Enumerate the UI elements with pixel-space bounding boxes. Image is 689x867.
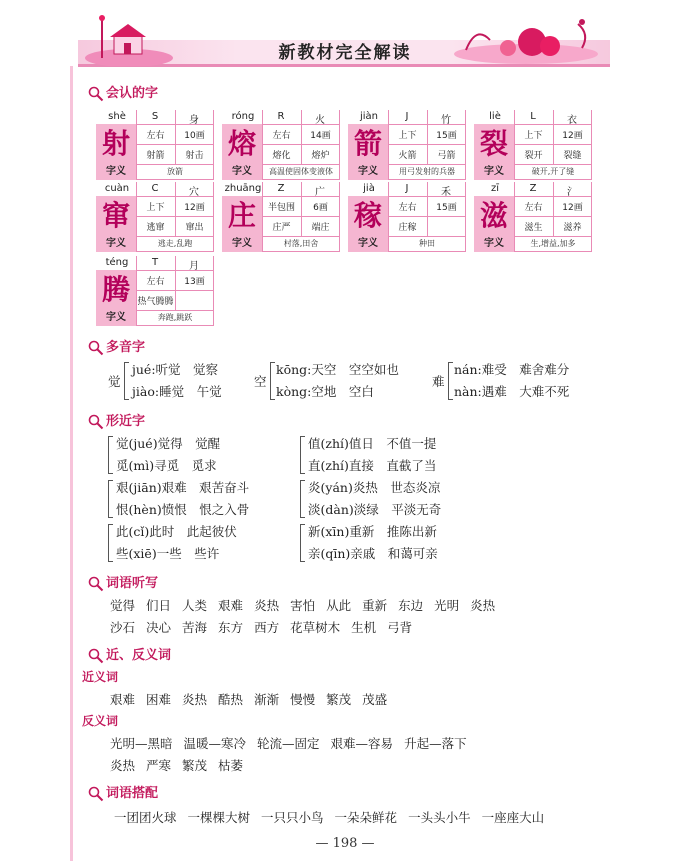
structure: 左右: [398, 203, 417, 213]
capital-letter: R: [277, 111, 285, 122]
structure: 左右: [272, 131, 291, 141]
word: 们日: [146, 598, 172, 613]
xingjin-item: 淡(dàn)淡绿 平淡无奇: [308, 502, 442, 517]
word: 炎热: [110, 758, 136, 773]
word: 茂盛: [362, 692, 388, 707]
word: 苦海: [182, 620, 208, 635]
radical: 广: [315, 187, 325, 198]
character: 庄: [222, 196, 262, 236]
word: 渐渐: [254, 692, 280, 707]
capital-letter: L: [530, 111, 536, 122]
character-card: [222, 182, 340, 252]
word: 困难: [146, 692, 172, 707]
word: 西方: [254, 620, 280, 635]
character-card: [474, 182, 592, 252]
duoyin-char: 觉: [108, 374, 121, 389]
example-word: 射击: [185, 151, 204, 161]
example-word: 热气腾腾: [137, 297, 174, 307]
radical: 火: [315, 115, 325, 126]
word: 人类: [182, 598, 208, 613]
meaning-label: 字义: [222, 164, 262, 180]
section-heading-tingxie: [88, 572, 158, 592]
xingjin-item: 觉(jué)觉得 觉醒: [116, 436, 221, 451]
word: 光明—黑暗: [110, 736, 173, 751]
meaning-label: 字义: [96, 236, 136, 252]
phrase: 一朵朵鲜花: [334, 810, 398, 825]
meaning: 放箭: [167, 167, 183, 176]
radical: 衣: [567, 115, 577, 126]
word: 花草树木: [290, 620, 341, 635]
structure: 上下: [398, 131, 417, 141]
duoyin-reading: nàn:遇难 大难不死: [454, 384, 570, 399]
flower-illustration: [446, 10, 606, 66]
pinyin: zhuāng: [224, 183, 262, 194]
word: 沙石: [110, 620, 136, 635]
meaning: 逃走,乱跑: [157, 239, 193, 248]
section-heading-dapei: [88, 782, 158, 802]
meaning-label: 字义: [348, 164, 388, 180]
dapei-row: [114, 808, 674, 826]
magnifier-icon: [88, 648, 104, 664]
word: 生机: [351, 620, 377, 635]
section-heading-xingjin: [88, 410, 145, 430]
section-title: 形近字: [106, 414, 146, 429]
section-title: 词语搭配: [106, 786, 159, 801]
stroke-count: 6画: [313, 203, 328, 213]
duoyin-reading: kōng:天空 空空如也: [276, 362, 399, 377]
page-number: — 198 —: [315, 836, 375, 851]
radical: 穴: [189, 187, 199, 198]
capital-letter: S: [151, 111, 159, 122]
stroke-count: 14画: [310, 131, 331, 141]
page-title: 新教材完全解读: [278, 43, 412, 63]
xingjin-item: 亲(qīn)亲戚 和蔼可亲: [308, 546, 438, 561]
word: 繁茂: [182, 758, 208, 773]
word: 弓背: [387, 620, 413, 635]
word: 慢慢: [290, 692, 316, 707]
structure: 上下: [524, 131, 543, 141]
xingjin-item: 直(zhí)直接 直截了当: [308, 458, 437, 473]
word: 从此: [326, 598, 352, 613]
example-word: 弓箭: [437, 151, 456, 161]
xingjin-item: 此(cǐ)此时 此起彼伏: [116, 524, 237, 539]
word: 升起—落下: [404, 736, 467, 751]
structure: 左右: [146, 131, 165, 141]
word: 炎热: [182, 692, 208, 707]
character: 箭: [348, 124, 388, 164]
word: 炎热: [470, 598, 496, 613]
example-word: 裂开: [524, 151, 543, 161]
capital-letter: T: [151, 257, 159, 268]
word: 艰难—容易: [330, 736, 394, 751]
character: 稼: [348, 196, 388, 236]
word: 温暖—寒冷: [183, 736, 247, 751]
page-header: [0, 0, 689, 70]
capital-letter: J: [405, 111, 409, 122]
stroke-count: 10画: [184, 131, 205, 141]
phrase: 一只只小鸟: [261, 810, 324, 825]
radical: 禾: [441, 187, 451, 198]
character-card: [96, 182, 214, 252]
character: 射: [96, 124, 136, 164]
word: 东边: [398, 598, 424, 613]
word: 酷热: [218, 692, 244, 707]
section-heading-duoyin: [88, 336, 145, 356]
pinyin: shè: [108, 111, 126, 122]
stroke-count: 13画: [184, 277, 205, 287]
duoyin-reading: jué:听觉 觉察: [132, 362, 219, 377]
pinyin: jiàn: [359, 111, 379, 122]
meaning: 生,增益,加多: [530, 239, 576, 248]
tingxie-row-1: [110, 596, 670, 614]
pinyin: cuàn: [104, 183, 130, 194]
fanyi-row-2: [110, 756, 670, 774]
radical: 氵: [567, 187, 577, 198]
section-title: 会认的字: [106, 86, 159, 101]
fanyi-row-1: [110, 734, 670, 752]
magnifier-icon: [88, 414, 104, 430]
example-word: 窜出: [185, 223, 204, 233]
word: 害怕: [290, 598, 316, 613]
meaning-label: 字义: [348, 236, 388, 252]
magnifier-icon: [88, 86, 104, 102]
phrase: 一团团火球: [114, 810, 177, 825]
character: 窜: [96, 196, 136, 236]
section-title: 词语听写: [106, 576, 159, 591]
structure: 上下: [146, 203, 165, 213]
example-word: 逃窜: [146, 223, 165, 233]
magnifier-icon: [88, 786, 104, 802]
word: 枯萎: [218, 758, 244, 773]
tingxie-row-2: [110, 618, 670, 636]
capital-letter: C: [151, 183, 159, 194]
word: 严寒: [146, 758, 172, 773]
meaning: 用弓发射的兵器: [399, 167, 455, 176]
xingjin-item: 新(xīn)重新 推陈出新: [308, 524, 437, 539]
word: 炎热: [254, 598, 280, 613]
meaning: 村落,田舍: [283, 239, 319, 248]
section-title: 多音字: [106, 340, 146, 355]
meaning: 破开,开了缝: [531, 167, 575, 176]
meaning: 奔跑,跳跃: [157, 313, 193, 322]
xingjin-item: 艰(jiān)艰难 艰苦奋斗: [116, 480, 250, 495]
stroke-count: 15画: [436, 131, 457, 141]
duoyin-reading: jiào:睡觉 午觉: [132, 384, 222, 399]
xingjin-item: 恨(hèn)愤恨 恨之入骨: [116, 502, 250, 517]
radical: 月: [189, 261, 199, 272]
house-illustration: [84, 14, 174, 66]
pinyin: téng: [105, 257, 129, 268]
meaning: 高温使固体变液体: [269, 167, 333, 176]
word: 艰难: [218, 598, 244, 613]
character-card: [222, 110, 340, 180]
example-word: 滋生: [524, 223, 543, 233]
meaning-label: 字义: [222, 236, 262, 252]
radical: 身: [189, 115, 199, 126]
meaning-label: 字义: [474, 164, 514, 180]
word: 东方: [218, 620, 244, 635]
duoyin-reading: nán:难受 难舍难分: [454, 362, 570, 377]
meaning-label: 字义: [474, 236, 514, 252]
character-card: [474, 110, 592, 180]
word: 繁茂: [326, 692, 352, 707]
word: 觉得: [110, 598, 136, 613]
pinyin: liè: [489, 111, 501, 122]
word: 轮流—固定: [257, 736, 320, 751]
duoyin-char: 难: [432, 374, 445, 389]
jinyi-label: 近义词: [82, 670, 119, 684]
magnifier-icon: [88, 340, 104, 356]
structure: 左右: [524, 203, 543, 213]
duoyin-block: [108, 360, 668, 402]
xingjin-item: 觅(mì)寻觅 觅求: [116, 458, 217, 473]
pinyin: jià: [363, 183, 375, 194]
capital-letter: Z: [529, 183, 537, 194]
stroke-count: 15画: [436, 203, 457, 213]
example-word: 滋养: [563, 223, 582, 233]
character: 腾: [96, 270, 136, 310]
meaning: 种田: [419, 239, 435, 248]
word: 重新: [362, 598, 388, 613]
jinyi-row: [110, 690, 670, 708]
character-card: [348, 110, 466, 180]
capital-letter: J: [405, 183, 409, 194]
word: 决心: [146, 620, 172, 635]
stroke-count: 12画: [184, 203, 205, 213]
character-card: [96, 256, 214, 326]
example-word: 裂缝: [563, 151, 582, 161]
phrase: 一棵棵大树: [187, 810, 251, 825]
meaning-label: 字义: [96, 164, 136, 180]
section-title: 近、反义词: [106, 648, 172, 663]
character: 滋: [474, 196, 514, 236]
margin-bar: [70, 66, 73, 861]
pinyin: róng: [231, 111, 255, 122]
structure: 左右: [146, 277, 165, 287]
xingjin-block: [108, 434, 668, 564]
section-heading-huiren: [88, 82, 158, 102]
example-word: 端庄: [311, 223, 330, 233]
stroke-count: 12画: [562, 203, 583, 213]
example-word: 熔化: [272, 151, 291, 161]
magnifier-icon: [88, 576, 104, 592]
pinyin: zī: [490, 183, 500, 194]
word: 艰难: [110, 692, 136, 707]
phrase: 一座座大山: [481, 810, 545, 825]
phrase: 一头头小牛: [408, 810, 471, 825]
character: 熔: [222, 124, 262, 164]
duoyin-char: 空: [254, 374, 267, 389]
example-word: 熔炉: [311, 151, 330, 161]
fanyi-label: 反义词: [82, 714, 119, 728]
radical: 竹: [441, 115, 451, 126]
xingjin-item: 炎(yán)炎热 世态炎凉: [308, 480, 441, 495]
example-word: 庄稼: [398, 223, 417, 233]
word: 光明: [434, 598, 460, 613]
capital-letter: Z: [277, 183, 285, 194]
character-card: [348, 182, 466, 252]
character-card: [96, 110, 214, 180]
example-word: 射箭: [146, 151, 165, 161]
structure: 半包围: [267, 203, 295, 213]
example-word: 火箭: [398, 151, 417, 161]
xingjin-item: 些(xiē)一些 些许: [116, 546, 220, 561]
xingjin-item: 值(zhí)值日 不值一提: [308, 436, 437, 451]
section-heading-jinfan: [88, 644, 171, 664]
meaning-label: 字义: [96, 310, 136, 326]
duoyin-reading: kòng:空地 空白: [276, 384, 374, 399]
character: 裂: [474, 124, 514, 164]
stroke-count: 12画: [562, 131, 583, 141]
example-word: 庄严: [272, 223, 291, 233]
